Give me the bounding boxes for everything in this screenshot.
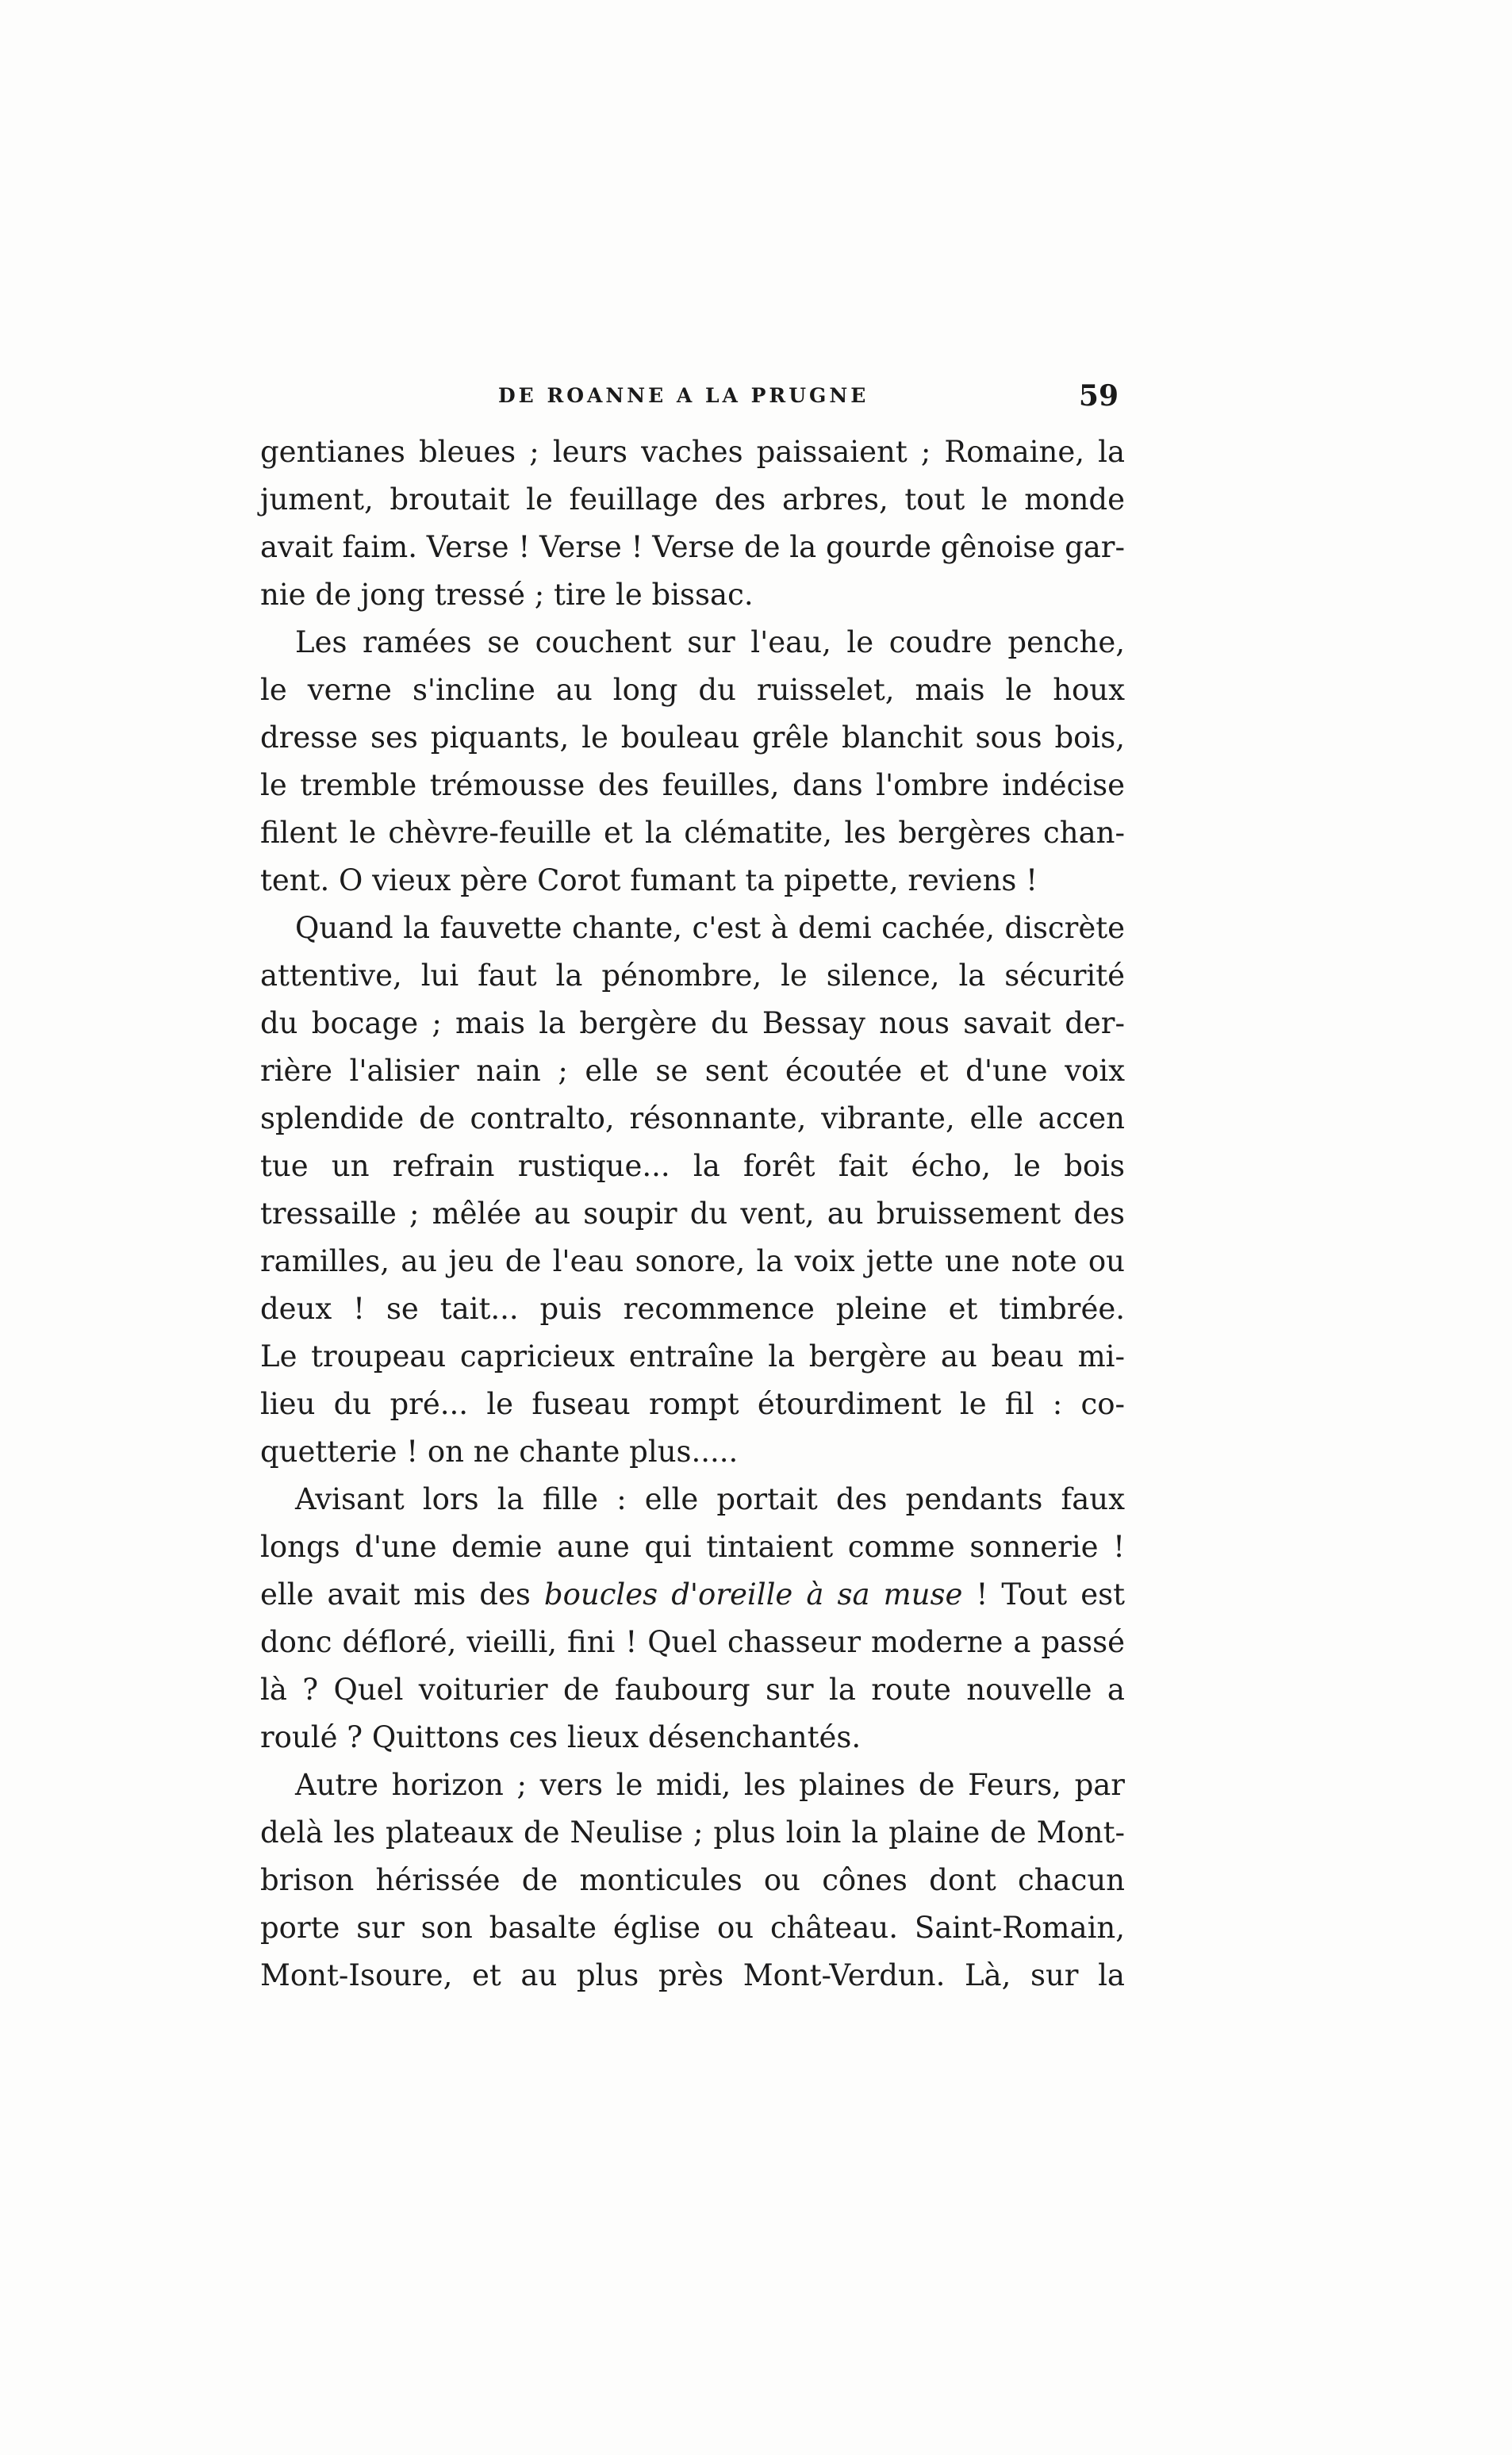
- paragraph: [260, 905, 1125, 1476]
- text-line: ramilles, au jeu de l'eau sonore, la voix jette une note ou: [260, 1244, 1125, 1278]
- text-line: le tremble trémousse des feuilles, dans l'ombre indécise: [260, 768, 1125, 802]
- paragraph: [260, 428, 1125, 619]
- page-number: 59: [1078, 379, 1119, 413]
- text-line: gentianes bleues ; leurs vaches paissaient ; Romaine, la: [260, 435, 1125, 469]
- text-line: Mont-Isoure, et au plus près Mont-Verdun. Là, sur la: [260, 1958, 1125, 1992]
- text-line: Le troupeau capricieux entraîne la bergère au beau mi-: [260, 1339, 1125, 1373]
- text-segment: ! Tout est: [962, 1577, 1125, 1612]
- text-line: filent le chèvre-feuille et la clématite, les bergères chan-: [260, 816, 1125, 850]
- text-line: donc défloré, vieilli, fini ! Quel chasseur moderne a passé: [260, 1625, 1125, 1659]
- text-line: tent. O vieux père Corot fumant ta pipette, reviens !: [260, 863, 1038, 897]
- text-line: brison hérissée de monticules ou cônes dont chacun: [260, 1863, 1125, 1897]
- text-line: splendide de contralto, résonnante, vibrante, elle accen: [260, 1101, 1125, 1135]
- paragraph: [260, 1476, 1125, 1762]
- text-line: rière l'alisier nain ; elle se sent écoutée et d'une voix: [260, 1054, 1125, 1088]
- text-line: nie de jong tressé ; tire le bissac.: [260, 578, 754, 612]
- text-line: du bocage ; mais la bergère du Bessay nous savait der-: [260, 1006, 1125, 1040]
- running-head: DE ROANNE A LA PRUGNE: [498, 384, 869, 407]
- italic-phrase: boucles d'oreille à sa muse: [543, 1577, 963, 1612]
- text-line: Autre horizon ; vers le midi, les plaines de Feurs, par: [295, 1768, 1125, 1802]
- text-line: dresse ses piquants, le bouleau grêle blanchit sous bois,: [260, 720, 1125, 755]
- text-line: lieu du pré... le fuseau rompt étourdiment le fil : co-: [260, 1387, 1125, 1421]
- text-line: jument, broutait le feuillage des arbres, tout le monde: [260, 482, 1125, 517]
- page-header: [260, 379, 1125, 424]
- text-line: quetterie ! on ne chante plus.....: [260, 1435, 739, 1469]
- text-line: le verne s'incline au long du ruisselet, mais le houx: [260, 673, 1125, 707]
- text-line: delà les plateaux de Neulise ; plus loin la plaine de Mont-: [260, 1815, 1125, 1850]
- text-line: Avisant lors la fille : elle portait des pendants faux: [295, 1482, 1125, 1516]
- text-line: tressaille ; mêlée au soupir du vent, au bruissement des: [260, 1197, 1125, 1231]
- text-line: Quand la fauvette chante, c'est à demi cachée, discrète: [295, 911, 1125, 945]
- text-line: [260, 1571, 1125, 1619]
- text-line: longs d'une demie aune qui tintaient comme sonnerie !: [260, 1530, 1125, 1564]
- text-line: tue un refrain rustique... la forêt fait écho, le bois: [260, 1149, 1125, 1183]
- text-line: deux ! se tait... puis recommence pleine et timbrée.: [260, 1292, 1125, 1326]
- text-line: porte sur son basalte église ou château. Saint-Romain,: [260, 1911, 1125, 1945]
- text-line: roulé ? Quittons ces lieux désenchantés.: [260, 1720, 862, 1754]
- text-line: avait faim. Verse ! Verse ! Verse de la gourde gênoise gar-: [260, 530, 1125, 564]
- text-line: Les ramées se couchent sur l'eau, le coudre penche,: [295, 625, 1125, 659]
- text-line: là ? Quel voiturier de faubourg sur la route nouvelle a: [260, 1673, 1125, 1707]
- paragraph: [260, 619, 1125, 905]
- text-line: attentive, lui faut la pénombre, le silence, la sécurité: [260, 959, 1125, 993]
- text-segment: elle avait mis des: [260, 1577, 544, 1612]
- paragraph: [260, 1762, 1125, 2000]
- body-text: [260, 428, 1125, 2000]
